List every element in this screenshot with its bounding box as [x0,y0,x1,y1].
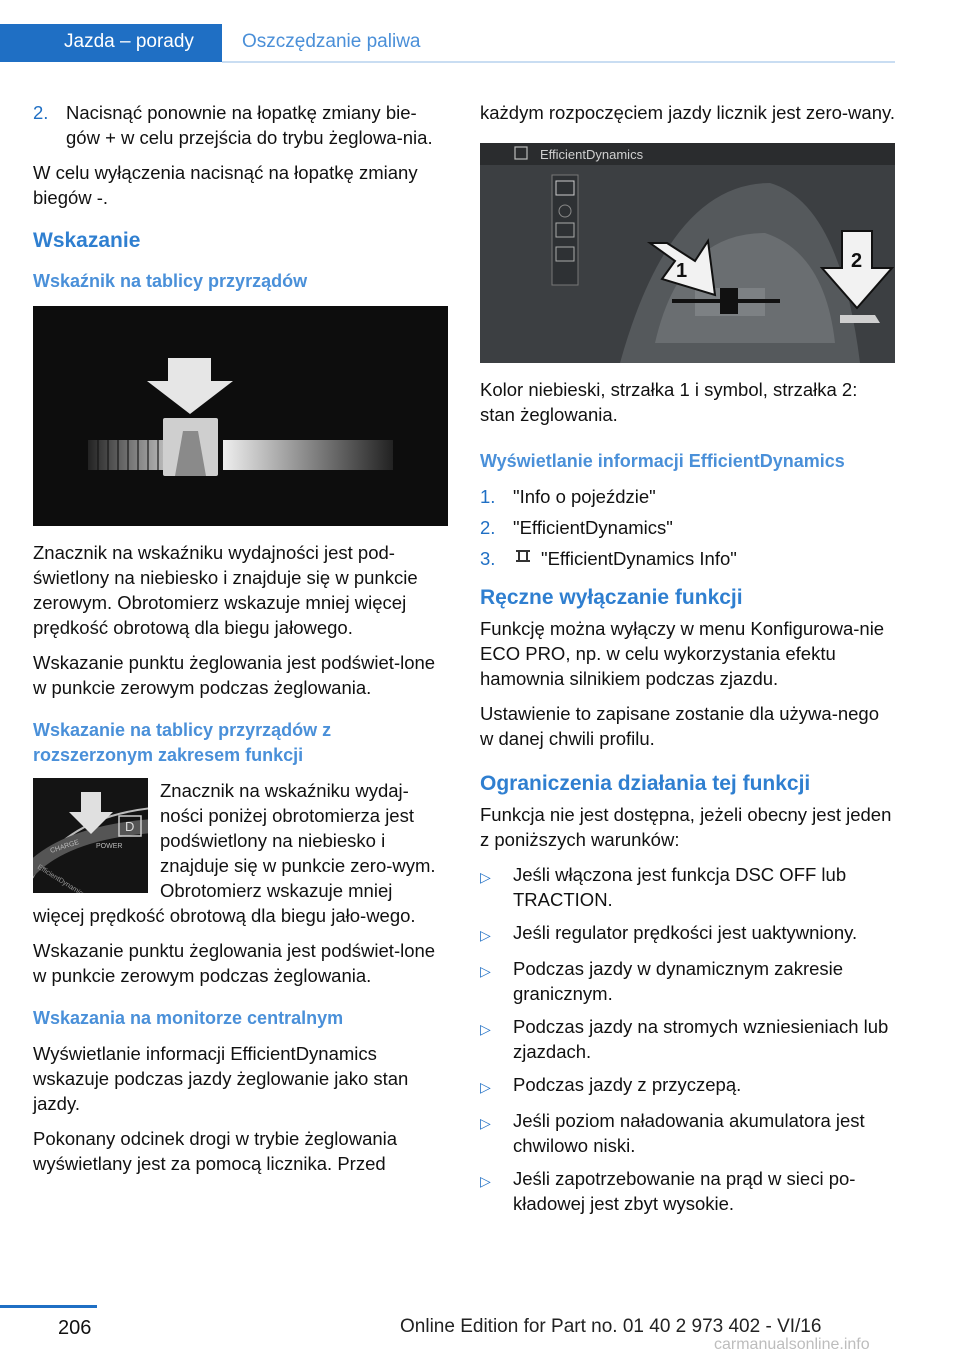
left-column [33,100,448,1186]
bullet-triangle-icon: ▷ [480,963,491,979]
step-text: "Info o pojeździe" [513,486,656,507]
bullet-triangle-icon: ▷ [480,927,491,943]
bullet-triangle-icon: ▷ [480,1021,491,1037]
heading-reczne: Ręczne wyłączanie funkcji [480,586,743,609]
efficiency-gauge-graphic [33,306,448,526]
extended-gauge-image [33,778,148,893]
step-number: 3. [480,548,496,569]
list-item [480,862,895,912]
efficient-dynamics-screen [480,143,895,363]
bullet-triangle-icon: ▷ [480,1173,491,1189]
step-2 [480,515,895,540]
footer-divider [0,1305,97,1308]
header-divider [222,61,895,63]
sailing-symbol-icon [840,315,880,323]
arrow-2-label: 2 [851,250,863,272]
paragraph-ustawienie: Ustawienie to zapisane zostanie dla używa-nego w danej chwili profilu. [480,703,880,749]
page-number: 206 [58,1317,92,1339]
watermark: carmanualsonline.info [714,1336,870,1353]
heading-wyswietlanie: Wyświetlanie informacji EfficientDynamics [480,451,845,471]
list-item-text: Podczas jazdy na stromych wzniesieniach lub zjazdach. [513,1016,889,1062]
list-item [480,920,895,948]
paragraph-kolor: Kolor niebieski, strzałka 1 i symbol, strzałka 2: stan żeglowania. [480,379,858,425]
paragraph-continued: każdym rozpoczęciem jazdy licznik jest zero-wany. [480,102,896,123]
central-monitor-image [480,143,895,363]
step-2 [33,100,448,150]
route-icon [513,546,541,571]
paragraph-ograniczenia: Funkcja nie jest dostępna, jeżeli obecny jest jeden z poniższych warunków: [480,804,892,850]
bullet-triangle-icon: ▷ [480,869,491,885]
paragraph-monitor: Wyświetlanie informacji EfficientDynamics wskazuje podczas jazdy żeglowanie jako stan jazdy. [33,1043,409,1114]
list-item [480,1072,895,1100]
heading-wskazanie: Wskazanie [33,229,141,252]
edition-note: Online Edition for Part no. 01 40 2 973 402 - VI/16 [400,1316,822,1337]
gear-d-label: D [125,819,135,834]
list-item-text: Jeśli zapotrzebowanie na prąd w sieci po-kładowej jest zbyt wysokie. [513,1168,856,1214]
paragraph-punkt-2: Wskazanie punktu żeglowania jest podświet-lone w punkcie zerowym podczas żeglowania. [33,940,436,986]
list-item-text: Podczas jazdy z przyczepą. [513,1074,742,1095]
conditions-list [480,862,895,1216]
instrument-panel-image [33,306,448,526]
list-item [480,956,895,1006]
gauge-float-block [33,778,448,938]
heading-rozszerzony: Wskazanie na tablicy przyrządów z rozszerzonym zakresem funkcji [33,720,332,765]
chapter-label: Jazda – porady [64,31,194,52]
list-item-text: Jeśli poziom naładowania akumulatora jest chwilowo niski. [513,1110,865,1156]
charge-label: CHARGE [49,838,81,855]
paragraph-reczne: Funkcję można wyłączy w menu Konfigurowa-nie ECO PRO, np. w celu wykorzystania efektu hamownia silnikiem podczas zjazdu. [480,618,885,689]
section-label: Oszczędzanie paliwa [242,31,421,52]
step-text: "EfficientDynamics Info" [541,548,737,569]
step-number: 2. [33,102,49,123]
paragraph-znacznik-2: Znacznik na wskaźniku wydaj-ności poniżej obrotomierza jest podświetlony na niebiesko i znajduje się w punkcie zero-wym. Obrotomierz wskazuje mniej więcej prędkość obrotową dla biegu jało-wego. [33,780,436,926]
step-text: Nacisnąć ponownie na łopatkę zmiany bie-gów + w celu przejścia do trybu żeglowa-nia. [66,102,433,148]
paragraph-off: W celu wyłączenia nacisnąć na łopatkę zmiany biegów -. [33,162,418,208]
chapter-tab[interactable] [0,24,222,62]
step-1 [480,484,895,509]
heading-monitor: Wskazania na monitorze centralnym [33,1008,344,1028]
step-number: 2. [480,517,496,538]
list-item-text: Podczas jazdy w dynamicznym zakresie granicznym. [513,958,844,1004]
section-tab[interactable] [222,24,895,62]
ed-label: EfficientDynamics [35,863,87,893]
list-item [480,1014,895,1064]
bullet-triangle-icon: ▷ [480,1079,491,1095]
step-3 [480,546,895,571]
right-column [480,100,895,1224]
list-item-text: Jeśli regulator prędkości jest uaktywniony. [513,922,858,943]
step-number: 1. [480,486,496,507]
page-header [0,24,895,62]
heading-wskaznik: Wskaźnik na tablicy przyrządów [33,271,308,291]
paragraph-punkt: Wskazanie punktu żeglowania jest podświet-lone w punkcie zerowym podczas żeglowania. [33,652,436,698]
list-item [480,1166,895,1216]
heading-ograniczenia: Ograniczenia działania tej funkcji [480,772,811,795]
arrow-1-label: 1 [676,260,688,282]
paragraph-pokonany: Pokonany odcinek drogi w trybie żeglowania wyświetlany jest za pomocą licznika. Przed [33,1128,398,1174]
paragraph-znacznik: Znacznik na wskaźniku wydajności jest pod-świetlony na niebiesko i znajduje się w punkcie zerowym. Obrotomierz wskazuje mniej więcej prędkość obrotową dla biegu jałowego. [33,542,418,638]
screen-title: EfficientDynamics [540,147,644,162]
bullet-triangle-icon: ▷ [480,1115,491,1131]
extended-gauge-graphic [33,778,148,893]
list-item-text: Jeśli włączona jest funkcja DSC OFF lub TRACTION. [513,864,847,910]
step-text: "EfficientDynamics" [513,517,673,538]
list-item [480,1108,895,1158]
power-label: POWER [96,843,123,850]
